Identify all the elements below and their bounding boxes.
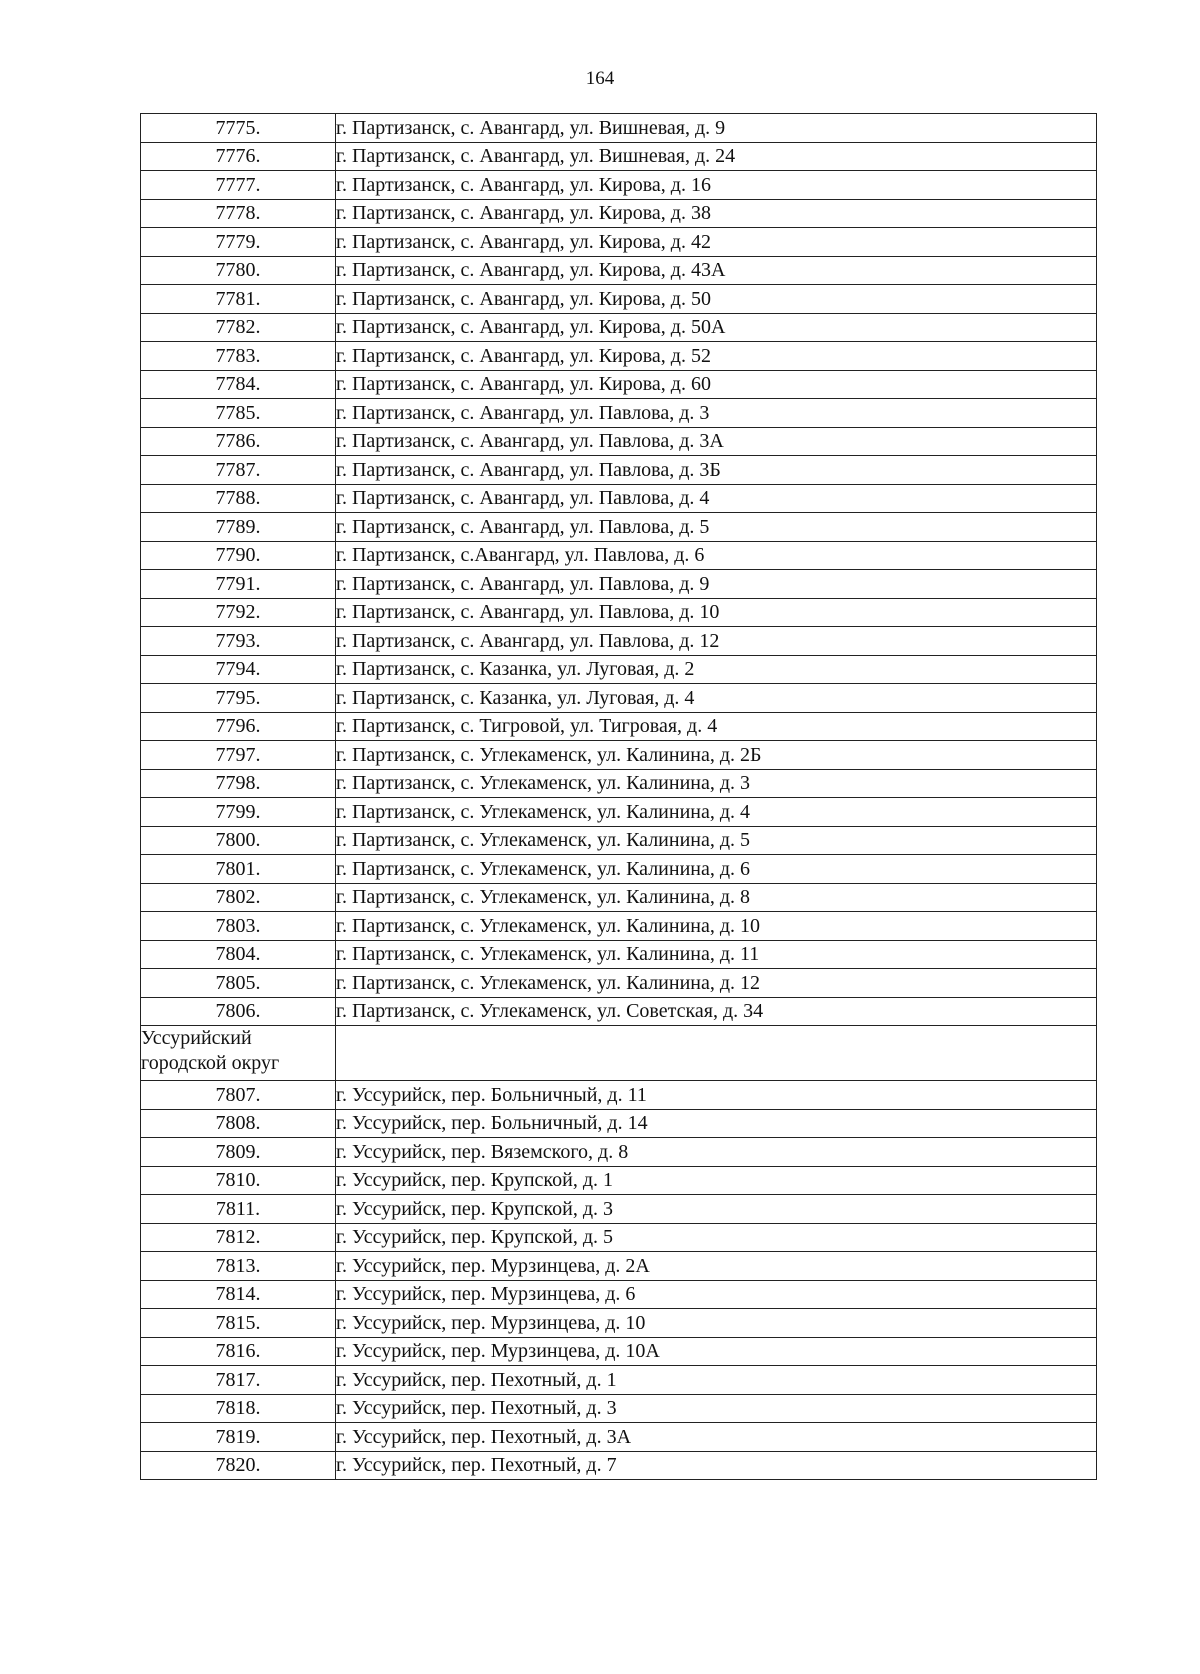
table-row — [141, 855, 1097, 884]
row-address: г. Партизанск, с. Авангард, ул. Павлова, д. 12 — [336, 627, 1097, 656]
table-row — [141, 399, 1097, 428]
row-number: 7791. — [141, 570, 336, 599]
table-row — [141, 1366, 1097, 1395]
row-address: г. Партизанск, с. Авангард, ул. Вишневая, д. 24 — [336, 142, 1097, 171]
row-number: 7790. — [141, 541, 336, 570]
row-number: 7804. — [141, 940, 336, 969]
row-address: г. Уссурийск, пер. Пехотный, д. 3 — [336, 1394, 1097, 1423]
row-address: г. Уссурийск, пер. Мурзинцева, д. 6 — [336, 1280, 1097, 1309]
row-address: г. Партизанск, с. Углекаменск, ул. Калинина, д. 12 — [336, 969, 1097, 998]
address-table-body — [141, 114, 1097, 1480]
row-address: г. Партизанск, с. Углекаменск, ул. Калинина, д. 8 — [336, 883, 1097, 912]
table-row — [141, 171, 1097, 200]
table-row — [141, 684, 1097, 713]
row-number: 7794. — [141, 655, 336, 684]
row-address: г. Партизанск, с. Углекаменск, ул. Калинина, д. 4 — [336, 798, 1097, 827]
table-row — [141, 627, 1097, 656]
row-number: 7814. — [141, 1280, 336, 1309]
row-number: 7809. — [141, 1138, 336, 1167]
table-row — [141, 427, 1097, 456]
row-address: г. Партизанск, с. Углекаменск, ул. Калинина, д. 6 — [336, 855, 1097, 884]
table-row — [141, 712, 1097, 741]
row-address: г. Уссурийск, пер. Пехотный, д. 3А — [336, 1423, 1097, 1452]
row-address: г. Партизанск, с. Авангард, ул. Кирова, д. 16 — [336, 171, 1097, 200]
row-address: г. Партизанск, с. Казанка, ул. Луговая, д. 4 — [336, 684, 1097, 713]
table-row — [141, 969, 1097, 998]
row-address: г. Партизанск, с. Авангард, ул. Кирова, д. 50А — [336, 313, 1097, 342]
table-row — [141, 1423, 1097, 1452]
row-address: г. Партизанск, с. Авангард, ул. Павлова, д. 3А — [336, 427, 1097, 456]
row-address: г. Партизанск, с.Авангард, ул. Павлова, д. 6 — [336, 541, 1097, 570]
row-address: г. Партизанск, с. Авангард, ул. Павлова, д. 4 — [336, 484, 1097, 513]
row-number: 7802. — [141, 883, 336, 912]
row-number: 7805. — [141, 969, 336, 998]
row-number: 7780. — [141, 256, 336, 285]
row-address: г. Уссурийск, пер. Мурзинцева, д. 10А — [336, 1337, 1097, 1366]
table-row — [141, 598, 1097, 627]
row-address: г. Партизанск, с. Тигровой, ул. Тигровая, д. 4 — [336, 712, 1097, 741]
row-address: г. Партизанск, с. Авангард, ул. Павлова, д. 3Б — [336, 456, 1097, 485]
address-table — [140, 113, 1097, 1480]
table-row — [141, 370, 1097, 399]
row-number: 7798. — [141, 769, 336, 798]
row-number: 7811. — [141, 1195, 336, 1224]
row-number: 7803. — [141, 912, 336, 941]
row-address: г. Уссурийск, пер. Мурзинцева, д. 10 — [336, 1309, 1097, 1338]
row-number: 7812. — [141, 1223, 336, 1252]
table-row — [141, 1280, 1097, 1309]
row-number: 7818. — [141, 1394, 336, 1423]
row-address: г. Партизанск, с. Авангард, ул. Кирова, д. 38 — [336, 199, 1097, 228]
row-number: 7810. — [141, 1166, 336, 1195]
row-number: 7776. — [141, 142, 336, 171]
row-number: 7787. — [141, 456, 336, 485]
table-row — [141, 570, 1097, 599]
table-row — [141, 1252, 1097, 1281]
row-number: 7795. — [141, 684, 336, 713]
table-row — [141, 541, 1097, 570]
row-address: г. Партизанск, с. Авангард, ул. Кирова, д. 43А — [336, 256, 1097, 285]
row-number: 7807. — [141, 1081, 336, 1110]
table-row — [141, 1309, 1097, 1338]
row-address: г. Партизанск, с. Авангард, ул. Павлова, д. 3 — [336, 399, 1097, 428]
table-row — [141, 228, 1097, 257]
row-number: 7783. — [141, 342, 336, 371]
row-address: г. Партизанск, с. Углекаменск, ул. Калинина, д. 2Б — [336, 741, 1097, 770]
row-address: г. Уссурийск, пер. Вяземского, д. 8 — [336, 1138, 1097, 1167]
row-number: 7782. — [141, 313, 336, 342]
row-address: г. Уссурийск, пер. Больничный, д. 14 — [336, 1109, 1097, 1138]
row-address: г. Уссурийск, пер. Крупской, д. 1 — [336, 1166, 1097, 1195]
row-address: г. Партизанск, с. Авангард, ул. Кирова, д. 50 — [336, 285, 1097, 314]
table-row — [141, 456, 1097, 485]
row-number: 7781. — [141, 285, 336, 314]
row-address: г. Партизанск, с. Авангард, ул. Павлова, д. 9 — [336, 570, 1097, 599]
table-row — [141, 484, 1097, 513]
table-row — [141, 1138, 1097, 1167]
row-number: 7801. — [141, 855, 336, 884]
table-row — [141, 114, 1097, 143]
table-row — [141, 1109, 1097, 1138]
table-row — [141, 997, 1097, 1026]
row-address: г. Уссурийск, пер. Пехотный, д. 1 — [336, 1366, 1097, 1395]
table-row — [141, 256, 1097, 285]
table-row — [141, 769, 1097, 798]
table-row — [141, 285, 1097, 314]
table-row — [141, 1394, 1097, 1423]
row-address: г. Партизанск, с. Авангард, ул. Павлова, д. 10 — [336, 598, 1097, 627]
row-address: г. Партизанск, с. Углекаменск, ул. Калинина, д. 11 — [336, 940, 1097, 969]
row-address: г. Уссурийск, пер. Крупской, д. 5 — [336, 1223, 1097, 1252]
row-number: 7792. — [141, 598, 336, 627]
row-address: г. Партизанск, с. Авангард, ул. Вишневая, д. 9 — [336, 114, 1097, 143]
row-address: г. Партизанск, с. Углекаменск, ул. Советская, д. 34 — [336, 997, 1097, 1026]
row-number: 7816. — [141, 1337, 336, 1366]
row-number: 7799. — [141, 798, 336, 827]
row-number: 7789. — [141, 513, 336, 542]
table-row — [141, 940, 1097, 969]
table-row — [141, 199, 1097, 228]
row-address: г. Уссурийск, пер. Пехотный, д. 7 — [336, 1451, 1097, 1480]
row-number: 7786. — [141, 427, 336, 456]
table-row — [141, 883, 1097, 912]
table-row — [141, 1166, 1097, 1195]
row-number: 7800. — [141, 826, 336, 855]
table-row — [141, 342, 1097, 371]
row-number: 7819. — [141, 1423, 336, 1452]
row-address: г. Партизанск, с. Авангард, ул. Кирова, д. 52 — [336, 342, 1097, 371]
row-number: 7778. — [141, 199, 336, 228]
row-number: 7815. — [141, 1309, 336, 1338]
table-row — [141, 1223, 1097, 1252]
table-row — [141, 826, 1097, 855]
table-row — [141, 741, 1097, 770]
row-address: г. Партизанск, с. Углекаменск, ул. Калинина, д. 3 — [336, 769, 1097, 798]
row-address: г. Партизанск, с. Казанка, ул. Луговая, д. 2 — [336, 655, 1097, 684]
row-number: 7777. — [141, 171, 336, 200]
table-row — [141, 1195, 1097, 1224]
table-row — [141, 313, 1097, 342]
row-address: г. Партизанск, с. Углекаменск, ул. Калинина, д. 5 — [336, 826, 1097, 855]
row-number: 7788. — [141, 484, 336, 513]
row-address: г. Партизанск, с. Авангард, ул. Кирова, д. 42 — [336, 228, 1097, 257]
section-empty-cell — [336, 1026, 1097, 1081]
table-row — [141, 1337, 1097, 1366]
row-address: г. Партизанск, с. Углекаменск, ул. Калинина, д. 10 — [336, 912, 1097, 941]
table-row — [141, 1081, 1097, 1110]
row-address: г. Уссурийск, пер. Крупской, д. 3 — [336, 1195, 1097, 1224]
row-number: 7793. — [141, 627, 336, 656]
row-address: г. Уссурийск, пер. Больничный, д. 11 — [336, 1081, 1097, 1110]
row-address: г. Уссурийск, пер. Мурзинцева, д. 2А — [336, 1252, 1097, 1281]
row-number: 7784. — [141, 370, 336, 399]
table-row — [141, 1451, 1097, 1480]
row-number: 7817. — [141, 1366, 336, 1395]
row-address: г. Партизанск, с. Авангард, ул. Павлова, д. 5 — [336, 513, 1097, 542]
row-number: 7813. — [141, 1252, 336, 1281]
row-address: г. Партизанск, с. Авангард, ул. Кирова, д. 60 — [336, 370, 1097, 399]
table-row — [141, 798, 1097, 827]
row-number: 7806. — [141, 997, 336, 1026]
table-row — [141, 142, 1097, 171]
section-name: Уссурийский городской округ — [141, 1026, 336, 1081]
row-number: 7775. — [141, 114, 336, 143]
row-number: 7785. — [141, 399, 336, 428]
section-header-row — [141, 1026, 1097, 1081]
row-number: 7779. — [141, 228, 336, 257]
table-row — [141, 655, 1097, 684]
row-number: 7796. — [141, 712, 336, 741]
table-row — [141, 912, 1097, 941]
table-row — [141, 513, 1097, 542]
row-number: 7808. — [141, 1109, 336, 1138]
page-number: 164 — [585, 68, 615, 89]
row-number: 7797. — [141, 741, 336, 770]
row-number: 7820. — [141, 1451, 336, 1480]
